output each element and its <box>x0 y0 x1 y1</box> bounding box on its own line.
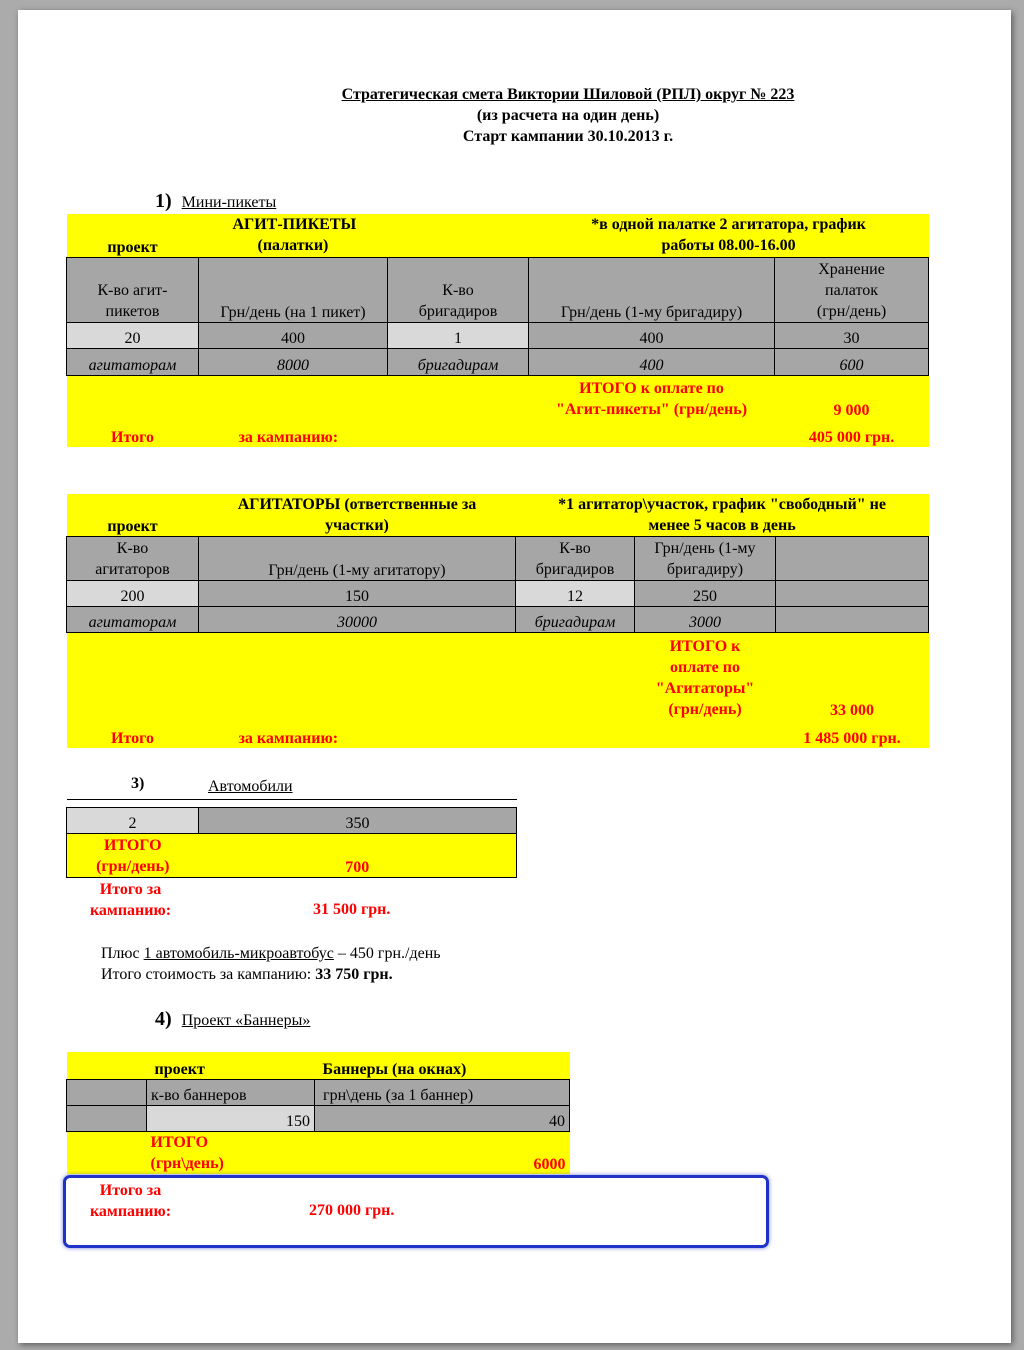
total-campaign-line1: Итого за <box>99 1182 162 1199</box>
cars-total-note <box>101 964 393 985</box>
table-cell: 12 <box>516 581 635 607</box>
col-agitators-line1: К-во <box>116 540 149 557</box>
table2-columns-row <box>67 537 929 581</box>
table1-col-brigadiers <box>388 257 529 322</box>
empty-cell <box>67 375 529 420</box>
table-cell: 30 <box>775 322 929 348</box>
minibus-note-link: 1 автомобиль-микроавтобус <box>143 945 334 962</box>
empty-cell <box>516 720 776 748</box>
minibus-note-prefix: Плюс <box>101 945 144 962</box>
total-day-label-line1: ИТОГО к оплате по <box>579 380 724 397</box>
empty-cell <box>67 800 199 808</box>
table2-subtotal-row <box>67 607 929 633</box>
col-pickets-line2: пикетов <box>105 302 160 320</box>
section4-title: Проект «Баннеры» <box>181 1012 311 1029</box>
table-cell: 250 <box>635 581 776 607</box>
table-agitators <box>66 494 929 748</box>
empty-cell <box>67 633 635 720</box>
section1-title: Мини-пикеты <box>181 194 277 211</box>
table2-name <box>199 494 516 537</box>
table2-total-campaign-row <box>67 720 929 748</box>
col-agitators-line2: агитаторов <box>95 561 170 578</box>
table4-header-row <box>67 1052 570 1079</box>
section3-total-campaign-value: 31 500 грн. <box>313 901 391 918</box>
table1-header-row <box>67 214 929 257</box>
table1-col-price-brigadier: Грн/день (1-му бригадиру) <box>529 257 775 322</box>
empty-cell <box>529 420 775 447</box>
table1-columns-row <box>67 257 929 322</box>
empty-cell <box>67 1052 147 1079</box>
table4-project-label: проект <box>154 1060 205 1078</box>
table2-project-label: проект <box>107 518 158 535</box>
total-campaign-line2: кампанию: <box>89 902 172 919</box>
table-cell: 400 <box>199 322 388 348</box>
table-cell: 8000 <box>199 348 388 375</box>
col-brigadiers-line2: бригадиров <box>535 561 615 578</box>
table1-total-campaign-row <box>67 420 929 447</box>
col-storage-line3: (грн/день) <box>816 302 887 320</box>
empty-cell <box>776 537 929 581</box>
document-page <box>18 10 1011 1343</box>
empty-cell <box>67 1131 147 1174</box>
col-price-brigadier-line1: Грн/день (1-му <box>654 540 756 557</box>
table4-name: Баннеры (на окнах) <box>322 1060 467 1078</box>
table-cell: 3000 <box>635 607 776 633</box>
table-agit-pickets <box>66 214 929 447</box>
table2-col-agitators <box>67 537 199 581</box>
table2-total-day-value: 33 000 <box>830 701 874 719</box>
table2-header-row <box>67 494 929 537</box>
table1-total-campaign-value: 405 000 грн. <box>808 429 895 446</box>
table1-note <box>529 214 929 257</box>
table-cars <box>66 799 517 878</box>
table-cell: 30000 <box>199 607 516 633</box>
table2-col-price-brigadier <box>635 537 776 581</box>
table2-name-line2: участки) <box>325 517 389 534</box>
table2-note <box>516 494 929 537</box>
total-campaign-label: Итого <box>111 429 154 446</box>
title-line1: Стратегическая смета Виктории Шиловой (РПЛ) округ № 223 <box>341 86 795 103</box>
table1-subtotal-row <box>67 348 929 375</box>
total-campaign-label2: за кампанию: <box>238 729 339 747</box>
col-pickets-line1: К-во агит- <box>97 281 168 299</box>
section3-number: 3) <box>131 775 145 792</box>
table2-total-campaign-value: 1 485 000 грн. <box>803 729 901 747</box>
table3-total-day-row <box>67 834 517 878</box>
section1-heading <box>155 190 276 213</box>
table-banners <box>66 1052 570 1174</box>
cars-total-note-value: 33 750 грн. <box>315 966 393 983</box>
table4-col-count: к-во баннеров <box>147 1079 315 1105</box>
table3-total-day-value: 700 <box>199 834 517 878</box>
table4-total-day-row <box>67 1131 570 1174</box>
section3-title: Автомобили <box>208 778 293 795</box>
section3-total-campaign-label <box>68 879 193 921</box>
table1-note-line1: *в одной палатке 2 агитатора, график <box>591 216 866 233</box>
total-campaign-label: Итого <box>111 729 154 747</box>
table4-total-day-value: 6000 <box>533 1155 566 1173</box>
empty-cell <box>776 581 929 607</box>
table-cell: агитаторам <box>67 607 199 633</box>
table-cell: 600 <box>775 348 929 375</box>
col-price-brigadier-line2: бригадиру) <box>666 561 744 578</box>
campaign-start: Старт кампании 30.10.2013 г. <box>462 128 674 145</box>
table2-name-line1: АГИТАТОРЫ (ответственные за <box>237 496 477 513</box>
table1-note-line2: работы 08.00-16.00 <box>661 237 796 254</box>
table-cell: 1 <box>388 322 529 348</box>
col-brigadiers-line1: К-во <box>559 540 591 557</box>
table-cell: 400 <box>529 322 775 348</box>
col-storage-line1: Хранение <box>818 260 885 278</box>
empty-cell <box>776 607 929 633</box>
table2-col-brigadiers <box>516 537 635 581</box>
empty-cell <box>67 1105 147 1131</box>
table1-total-day-row <box>67 375 929 420</box>
total-day-label-line2: (грн/день) <box>96 858 170 875</box>
empty-cell <box>199 800 517 808</box>
table4-col-price: грн\день (за 1 баннер) <box>315 1079 570 1105</box>
table-cell: 2 <box>67 808 199 834</box>
document-title <box>18 84 1024 105</box>
table-cell: 150 <box>147 1105 315 1131</box>
table-cell: 40 <box>315 1105 570 1131</box>
col-brigadiers-line1: К-во <box>442 281 474 299</box>
total-day-label-line3: "Агитаторы" <box>655 679 755 697</box>
highlight-box <box>63 1175 769 1248</box>
table1-col-pickets <box>67 257 199 322</box>
table1-name <box>199 214 529 257</box>
section1-number: 1) <box>155 190 172 212</box>
table1-col-storage <box>775 257 929 322</box>
total-campaign-line2: кампанию: <box>89 1203 172 1220</box>
total-campaign-line1: Итого за <box>99 881 162 898</box>
total-day-label-line2: (грн\день) <box>150 1154 224 1172</box>
table2-total-day-label <box>635 633 776 720</box>
section4-heading <box>155 1008 310 1031</box>
empty-cell <box>67 1079 147 1105</box>
cars-total-note-prefix: Итого стоимость за кампанию: <box>101 966 316 983</box>
minibus-note <box>101 943 441 964</box>
table1-name-line2: (палатки) <box>257 237 329 254</box>
table2-note-line2: менее 5 часов в день <box>648 517 796 534</box>
total-campaign-label2: за кампанию: <box>238 429 339 446</box>
table-cell: агитаторам <box>67 348 199 375</box>
section4-number: 4) <box>155 1008 172 1030</box>
table4-columns-row <box>67 1079 570 1105</box>
total-day-label-line2: оплате по <box>670 658 740 676</box>
table2-col-price-agitator: Грн/день (1-му агитатору) <box>199 537 516 581</box>
table1-col-price-picket: Грн/день (на 1 пикет) <box>199 257 388 322</box>
table1-values-row <box>67 322 929 348</box>
table2-note-line1: *1 агитатор\участок, график "свободный" не <box>558 496 886 513</box>
total-day-label-line1: ИТОГО <box>150 1133 209 1151</box>
table3-total-day-label <box>67 834 199 878</box>
table4-total-day-label <box>147 1131 315 1174</box>
table2-values-row <box>67 581 929 607</box>
table-cell: 20 <box>67 322 199 348</box>
table1-total-day-value: 9 000 <box>833 402 870 419</box>
table1-project-label: проект <box>107 238 158 256</box>
col-brigadiers-line2: бригадиров <box>418 302 498 320</box>
table-cell: 350 <box>199 808 517 834</box>
section4-total-campaign-value: 270 000 грн. <box>309 1202 395 1219</box>
table-cell: 200 <box>67 581 199 607</box>
table-cell: бригадирам <box>516 607 635 633</box>
total-day-label-line1: ИТОГО к <box>669 637 741 655</box>
table3-values-row <box>67 808 517 834</box>
col-storage-line2: палаток <box>825 281 879 299</box>
document-subtitle: (из расчета на один день) <box>476 107 660 124</box>
table1-name-line1: АГИТ-ПИКЕТЫ <box>232 216 357 233</box>
table2-total-day-row <box>67 633 929 720</box>
total-day-label-line4: (грн/день) <box>668 700 742 718</box>
table1-total-day-label <box>529 375 775 420</box>
table-cell: бригадирам <box>388 348 529 375</box>
minibus-note-suffix: – 450 грн./день <box>333 945 441 962</box>
table3-spacer-row <box>67 800 517 808</box>
table-cell: 400 <box>529 348 775 375</box>
table-cell: 150 <box>199 581 516 607</box>
total-day-label-line1: ИТОГО <box>103 837 162 854</box>
total-day-label-line2: "Агит-пикеты" (грн/день) <box>555 401 748 418</box>
table4-values-row <box>67 1105 570 1131</box>
